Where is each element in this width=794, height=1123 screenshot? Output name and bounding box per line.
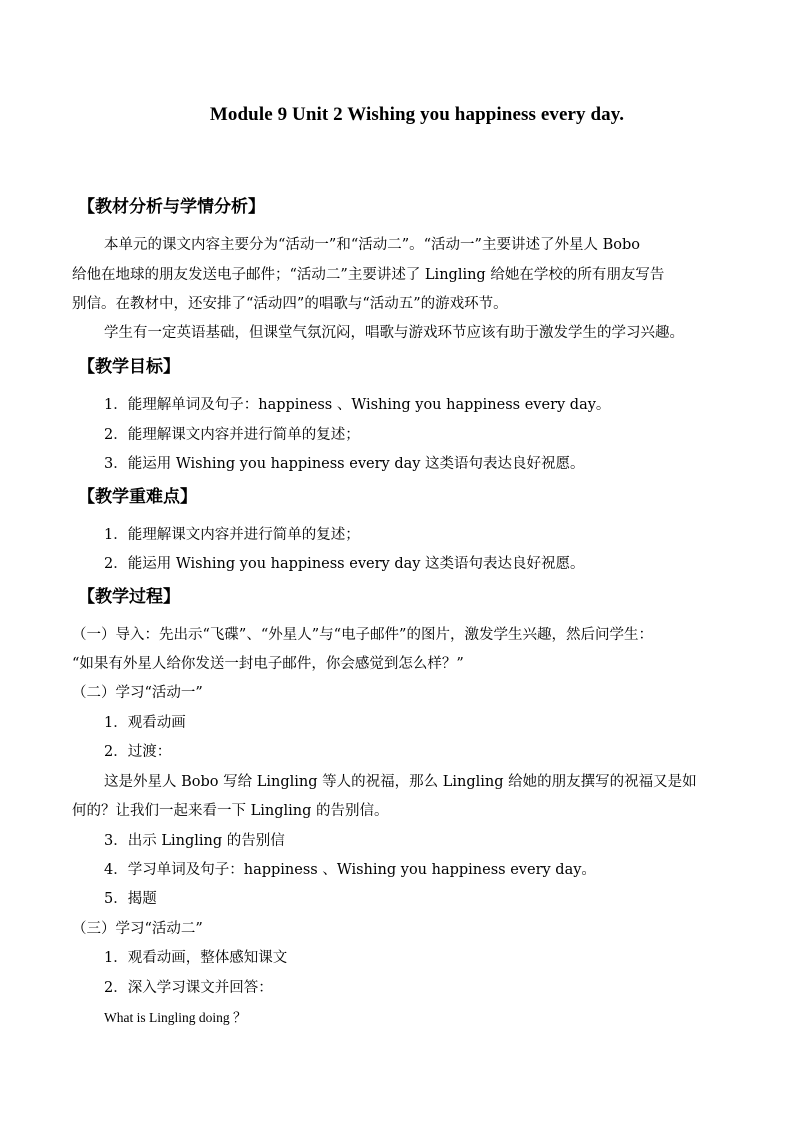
- process-step: 3．出示 Lingling 的告别信: [104, 833, 285, 849]
- process-transition-line-2: 何的？让我们一起来看一下 Lingling 的告别信。: [72, 803, 389, 819]
- heading-goals: 【教学目标】: [78, 357, 180, 377]
- heading-analysis: 【教材分析与学情分析】: [78, 197, 265, 217]
- process-intro-line-2: “如果有外星人给你发送一封电子邮件，你会感觉到怎么样？”: [72, 656, 464, 672]
- document-title: Module 9 Unit 2 Wishing you happiness every day.: [209, 104, 625, 125]
- process-step: 4．学习单词及句子：happiness 、Wishing you happiness every day。: [104, 862, 596, 878]
- process-step: 1．观看动画，整体感知课文: [104, 950, 288, 966]
- goal-item: 1．能理解单词及句子：happiness 、Wishing you happiness every day。: [104, 397, 611, 413]
- process-step: 5．揭题: [104, 891, 157, 907]
- process-section-3-heading: （三）学习“活动二”: [72, 921, 203, 937]
- goal-item: 3．能运用 Wishing you happiness every day 这类语句表达良好祝愿。: [104, 456, 585, 472]
- heading-keypoints: 【教学重难点】: [78, 487, 197, 507]
- analysis-paragraph-line-3: 别信。在教材中，还安排了“活动四”的唱歌与“活动五”的游戏环节。: [72, 296, 508, 312]
- analysis-paragraph-2: 学生有一定英语基础，但课堂气氛沉闷，唱歌与游戏环节应该有助于激发学生的学习兴趣。: [104, 325, 684, 341]
- process-step: 2．深入学习课文并回答：: [104, 980, 273, 996]
- goal-item: 2．能理解课文内容并进行简单的复述；: [104, 427, 360, 443]
- process-intro-line-1: （一）导入：先出示“飞碟”、“外星人”与“电子邮件”的图片，激发学生兴趣，然后问学生：: [72, 627, 653, 643]
- process-section-2-heading: （二）学习“活动一”: [72, 685, 203, 701]
- heading-process: 【教学过程】: [78, 587, 180, 607]
- process-step: 2．过渡：: [104, 744, 172, 760]
- keypoint-item: 1．能理解课文内容并进行简单的复述；: [104, 527, 360, 543]
- analysis-paragraph-line-1: 本单元的课文内容主要分为“活动一”和“活动二”。“活动一”主要讲述了外星人 Bobo: [104, 237, 640, 253]
- keypoint-item: 2．能运用 Wishing you happiness every day 这类语句表达良好祝愿。: [104, 556, 585, 572]
- process-step: 1．观看动画: [104, 715, 186, 731]
- process-question: What is Lingling doing ？: [104, 1010, 247, 1025]
- analysis-paragraph-line-2: 给他在地球的朋友发送电子邮件；“活动二”主要讲述了 Lingling 给她在学校的所有朋友写告: [72, 267, 665, 283]
- process-transition-line-1: 这是外星人 Bobo 写给 Lingling 等人的祝福，那么 Lingling 给她的朋友撰写的祝福又是如: [104, 774, 697, 790]
